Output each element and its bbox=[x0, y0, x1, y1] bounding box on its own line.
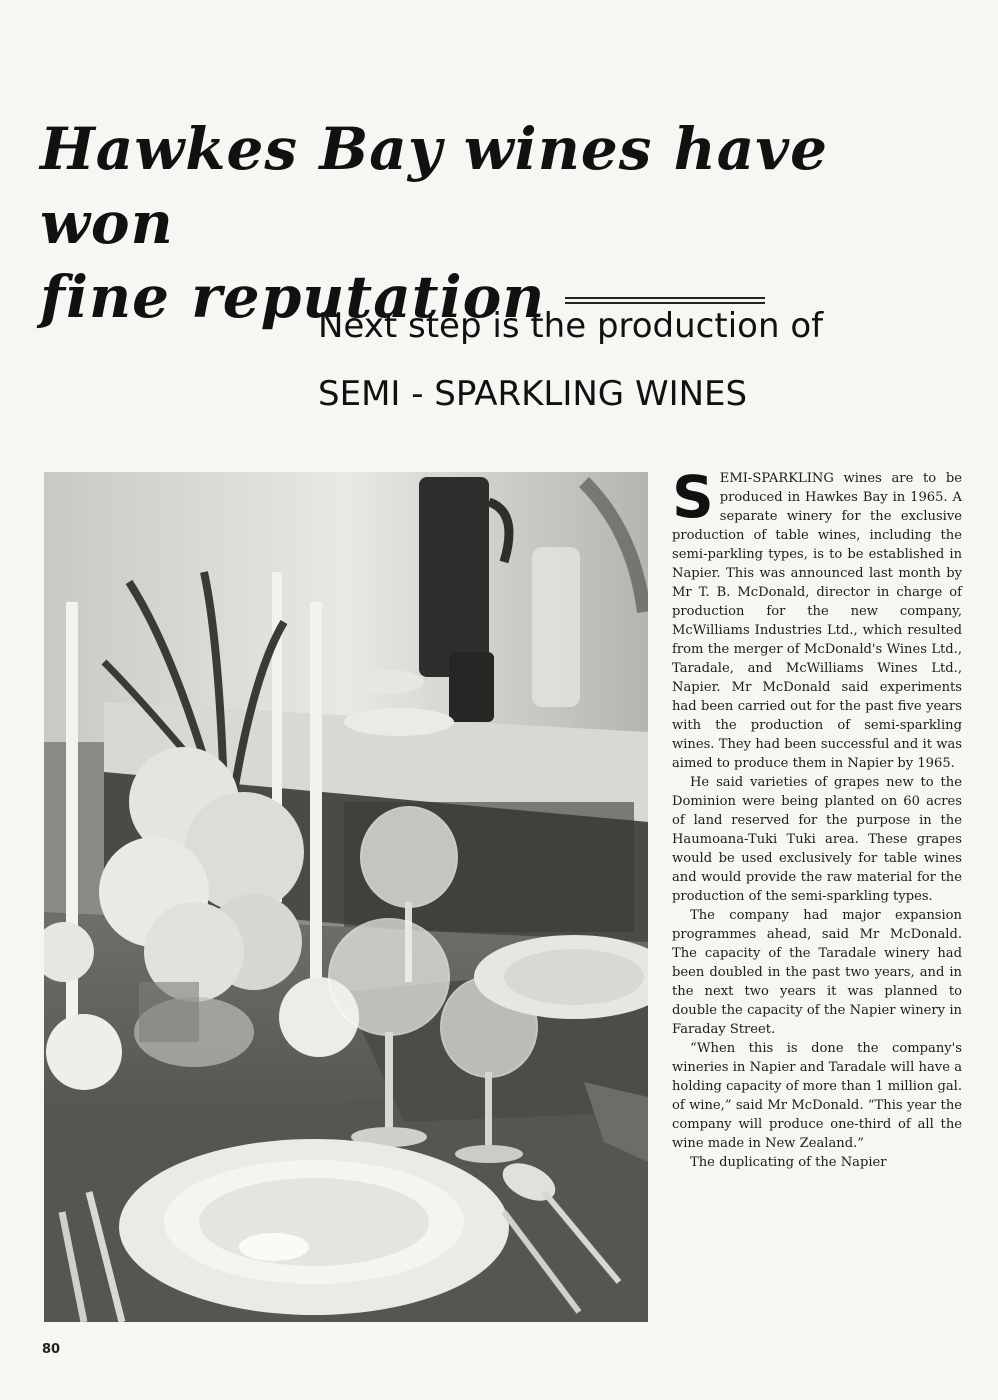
paragraph-text: EMI-SPARKLING wines are to be produced in Hawkes Bay in 1965. A separate winery for the exclusive production of table wines, including the semi-parkling types, is to be established in Napier. This was announced last month by Mr T. B. McDonald, director in charge of production for the new company, McWilliams Industries Ltd., which resulted from the merger of McDonald's Wines Ltd., Taradale, and McWilliams Wines Ltd., Napier. Mr McDonald said experiments had been carried out for the past five years with the production of semi-sparkling wines. They had been successful and it was aimed to produce them in Napier by 1965. bbox=[672, 471, 962, 771]
article-paragraph-4: “When this is done the company's wineries in Napier and Taradale will have a holding capacity of more than 1 million gal. of wine,” said Mr McDonald. “This year the company will produce one-third of all the wine made in New Zealand.” bbox=[672, 1041, 962, 1151]
headline-line-2: fine reputation bbox=[40, 263, 546, 331]
article-paragraph-5: The duplicating of the Napier bbox=[690, 1155, 887, 1170]
subheadline-line-2: SEMI - SPARKLING WINES bbox=[318, 374, 748, 414]
article-paragraph-1 bbox=[672, 463, 962, 773]
table-setting-photo bbox=[44, 472, 648, 1322]
photo-illustration bbox=[44, 472, 648, 1322]
page-number: 80 bbox=[42, 1342, 61, 1357]
article-paragraph-3: The company had major expansion programmes ahead, said Mr McDonald. The capacity of the Taradale winery had been doubled in the past two years, and in the next two years it was planned to double the capacity of the Napier winery in Faraday Street. bbox=[672, 908, 962, 1037]
drop-cap: S bbox=[672, 463, 714, 531]
subheadline bbox=[318, 292, 878, 428]
subheadline-line-1: Next step is the production of bbox=[318, 306, 824, 346]
article-paragraph-2: He said varieties of grapes new to the Dominion were being planted on 60 acres of land reserved for the purpose in the Haumoana-Tuki Tuki area. These grapes would be used exclusively for table wines and would provide the raw material for the production of the semi-sparkling types. bbox=[672, 775, 962, 904]
article-body bbox=[672, 463, 962, 1172]
headline-line-1: Hawkes Bay wines have won bbox=[40, 115, 828, 257]
